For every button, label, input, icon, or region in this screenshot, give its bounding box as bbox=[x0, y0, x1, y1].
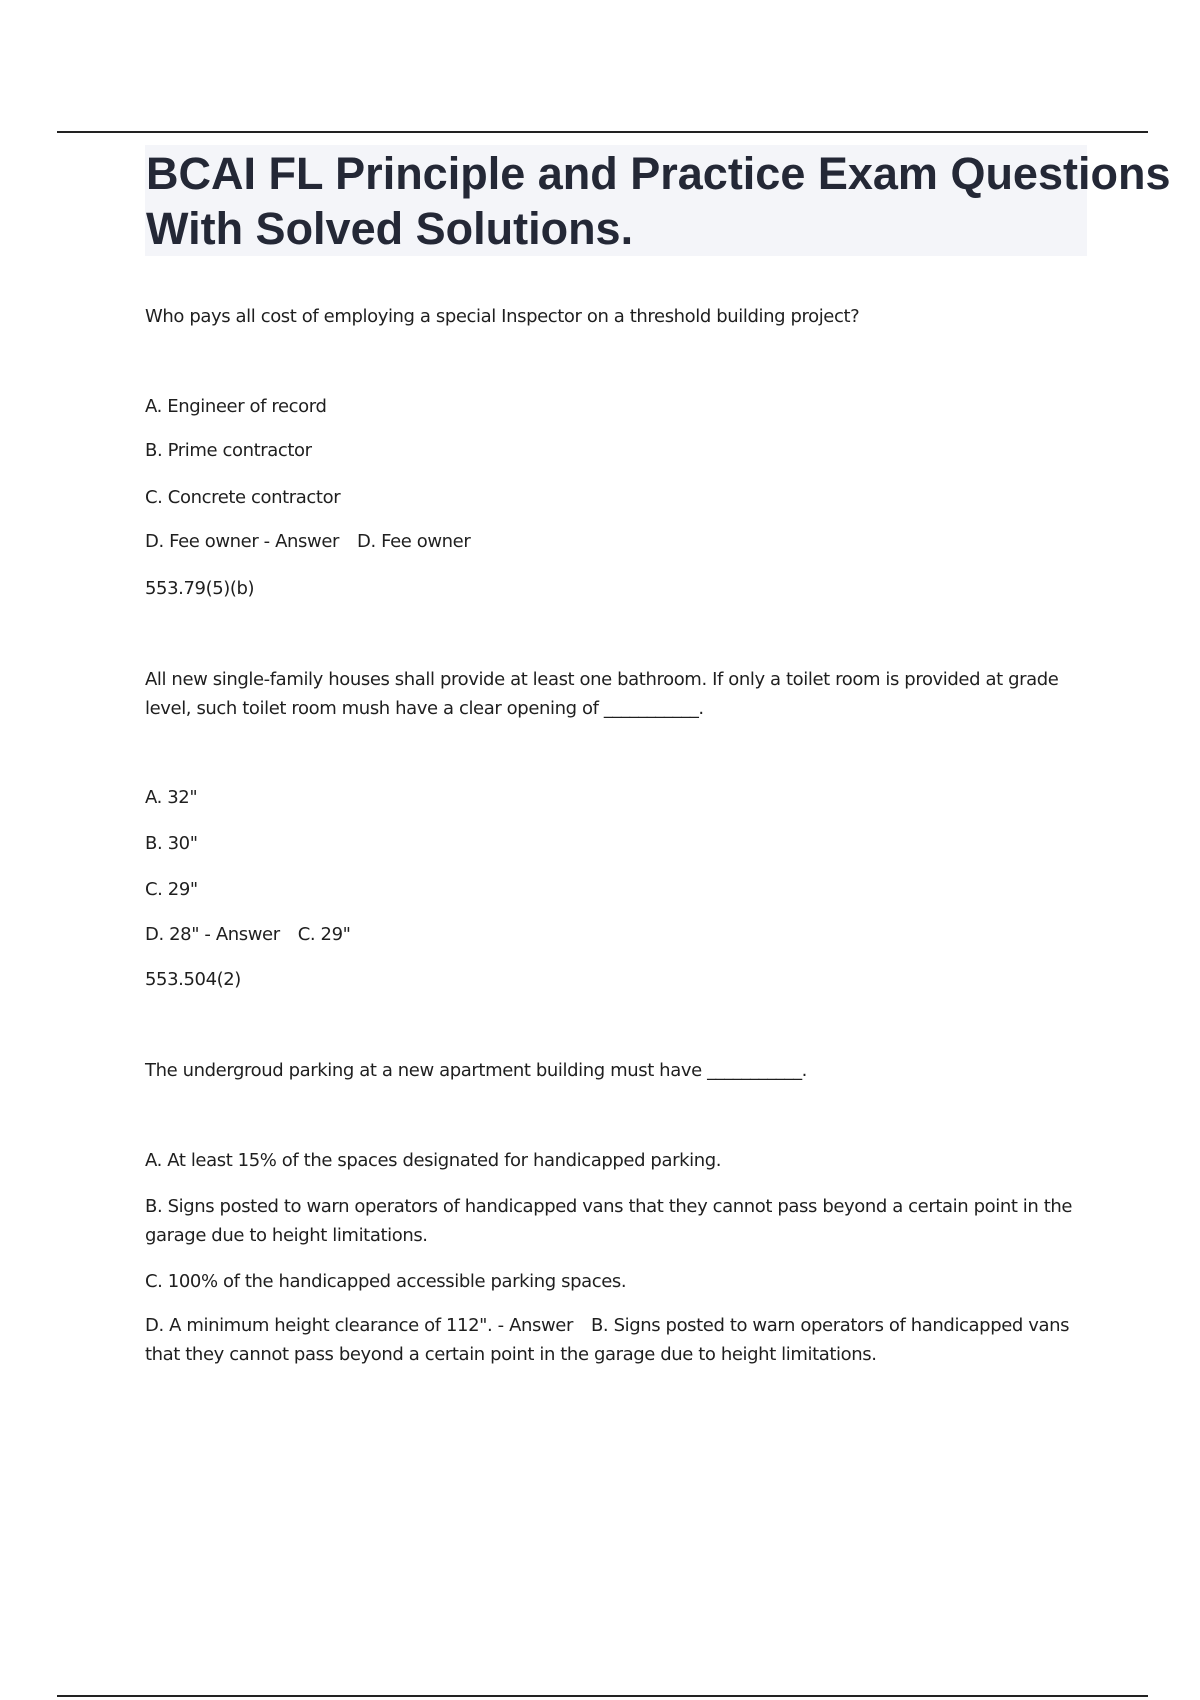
q1-option-a: A. Engineer of record bbox=[145, 396, 327, 417]
q2-option-c: C. 29" bbox=[145, 879, 198, 900]
question-3: The undergroud parking at a new apartment building must have ___________. bbox=[145, 1060, 807, 1081]
q1-option-d-answer bbox=[145, 527, 1075, 556]
q1-reference: 553.79(5)(b) bbox=[145, 578, 255, 599]
q2-option-b: B. 30" bbox=[145, 833, 198, 854]
q2-option-d: D. 28" - Answer bbox=[145, 924, 280, 945]
q2-option-a: A. 32" bbox=[145, 787, 198, 808]
q1-answer: D. Fee owner bbox=[357, 531, 471, 552]
q3-option-c: C. 100% of the handicapped accessible parking spaces. bbox=[145, 1271, 627, 1292]
q3-option-b: B. Signs posted to warn operators of handicapped vans that they cannot pass beyond a certain point in the garage due to height limitations. bbox=[145, 1196, 1073, 1246]
question-1: Who pays all cost of employing a special Inspector on a threshold building project? bbox=[145, 306, 860, 327]
q1-option-c: C. Concrete contractor bbox=[145, 487, 341, 508]
q3-option-d-answer bbox=[145, 1311, 1075, 1369]
q3-option-a: A. At least 15% of the spaces designated for handicapped parking. bbox=[145, 1150, 722, 1171]
question-2: All new single-family houses shall provide at least one bathroom. If only a toilet room is provided at grade level, such toilet room mush have a clear opening of ___________. bbox=[145, 669, 1059, 719]
bottom-rule bbox=[57, 1695, 1148, 1697]
q1-option-b: B. Prime contractor bbox=[145, 440, 312, 461]
q2-reference: 553.504(2) bbox=[145, 969, 241, 990]
q2-option-d-answer bbox=[145, 920, 1075, 949]
q3-option-d: D. A minimum height clearance of 112". - Answer bbox=[145, 1315, 573, 1336]
top-rule bbox=[57, 131, 1148, 133]
q1-option-d: D. Fee owner - Answer bbox=[145, 531, 339, 552]
page-title: BCAI FL Principle and Practice Exam Questions With Solved Solutions. bbox=[146, 148, 1171, 254]
q2-answer: C. 29" bbox=[297, 924, 351, 945]
q3-answer: B. Signs posted to warn operators of handicapped vans that they cannot pass beyond a certain point in the garage due to height limitations. bbox=[145, 1315, 1070, 1365]
